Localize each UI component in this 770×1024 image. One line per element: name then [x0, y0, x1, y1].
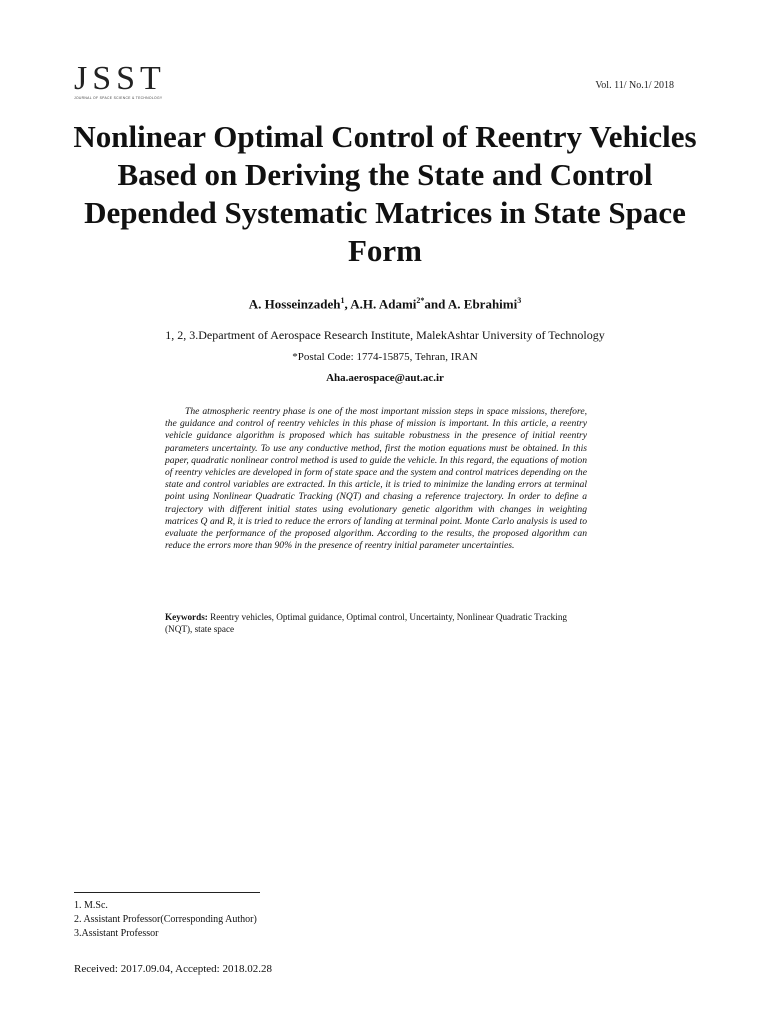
keywords	[165, 611, 587, 635]
keywords-label: Keywords:	[165, 612, 208, 622]
author-sup: 3	[517, 296, 522, 305]
postal-code: *Postal Code: 1774-15875, Tehran, IRAN	[292, 351, 478, 363]
logo-tagline: JOURNAL OF SPACE SCIENCE & TECHNOLOGY	[74, 96, 163, 100]
author-name: A. Ebrahimi	[447, 296, 518, 312]
author-sep: ,	[344, 296, 351, 312]
author-name: A.H. Adami	[350, 296, 417, 312]
footnote: 3.Assistant Professor	[74, 928, 159, 939]
footnote: 2. Assistant Professor(Corresponding Author)	[74, 914, 257, 925]
abstract: The atmospheric reentry phase is one of the most important mission steps in space missions, therefore, the guidance and control of reentry vehicles in this phase of mission is important. In this article, a reentry vehicle guidance algorithm is proposed which has suitable robustness in the presence of initial reentry parameters uncertainty. To use any conductive method, first the motion equations must be obtained. In this paper, quadratic nonlinear control method is used to guide the vehicle. In this regard, the equations of motion of reentry vehicles are developed in form of state space and the system and control matrices depending on the state and control variables are extracted. In this article, it is tried to minimize the landing errors at terminal point using Nonlinear Quadratic Tracking (NQT) and chasing a reference trajectory. In order to define a trajectory with different initial states using evolutionary genetic algorithm with changes in weighting matrices Q and R, it is tried to reduce the errors of landing at terminal point. Monte Carlo analysis is used to evaluate the performance of the proposed algorithm. According to the results, the proposed algorithm can reduce the errors more than 90% in the presence of reentry initial parameter uncertainties.	[165, 406, 587, 552]
affiliation: 1, 2, 3.Department of Aerospace Research Institute, MalekAshtar University of Technology	[165, 328, 605, 342]
author-name: A. Hosseinzadeh	[248, 296, 341, 312]
keywords-text: Reentry vehicles, Optimal guidance, Optimal control, Uncertainty, Nonlinear Quadratic Tracking (NQT), state space	[165, 612, 568, 634]
authors-line	[0, 296, 770, 312]
paper-title: Nonlinear Optimal Control of Reentry Vehicles Based on Deriving the State and Control Depended Systematic Matrices in State Space Form	[73, 119, 697, 268]
footnotes	[74, 899, 257, 941]
footnote-divider	[74, 892, 260, 893]
author-sup: 1	[340, 296, 345, 305]
received-dates: Received: 2017.09.04, Accepted: 2018.02.28	[74, 963, 272, 975]
contact-email[interactable]: Aha.aerospace@aut.ac.ir	[326, 372, 444, 384]
volume-info: Vol. 11/ No.1/ 2018	[595, 80, 674, 91]
footnote: 1. M.Sc.	[74, 900, 108, 911]
logo-text: JSST	[74, 60, 166, 97]
author-sep: and	[424, 296, 448, 312]
journal-logo	[74, 60, 170, 100]
author-sup: 2*	[416, 296, 425, 305]
